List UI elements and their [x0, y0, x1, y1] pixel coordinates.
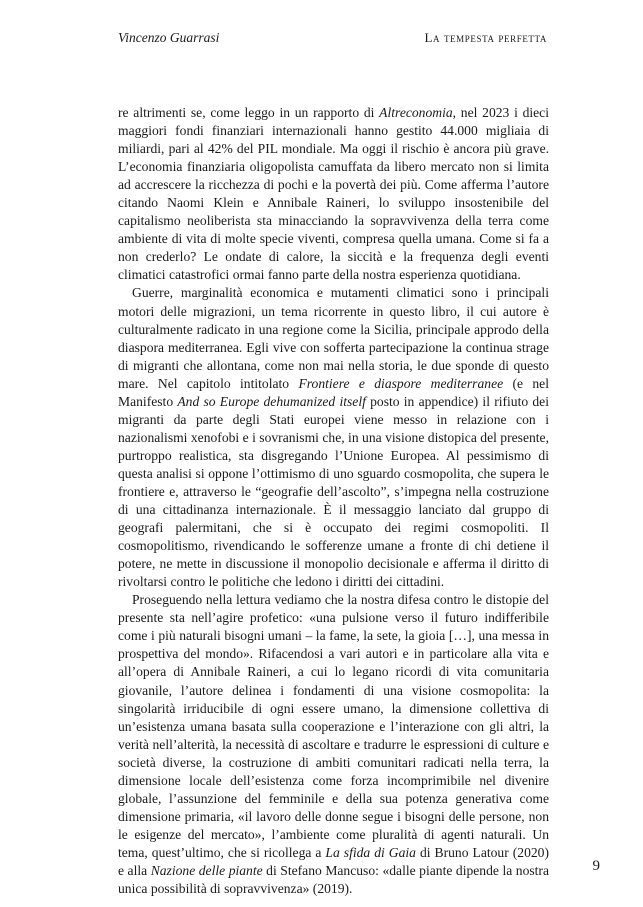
- paragraph-2-run-5: posto in appendice) il rifiuto dei migranti da parte degli Stati europei viene messo in relazione con i nazionalismi xenofobi e i sovranismi che, in una visione distopica del presente, purtroppo realistica, sta disgregando l’Unione Europea. Al pessimismo di questa analisi si oppone l’ottimismo di uno sguardo cosmopolita, che supera le frontiere e, attraverso le “geografie dell’ascolto”, s’impegna nella costruzione di una cittadinanza internazionale. È il messaggio lanciato dal gruppo di geografi palermitani, che si è occupato dei regimi cosmopoliti. Il cosmopolitismo, rivendicando le sofferenze umane a fronte di chi detiene il potere, ne mette in discussione il monopolio decisionale e afferma il diritto di rivoltarsi contro le politiche che ledono i diritti dei cittadini.: [118, 393, 549, 590]
- body-text: [118, 104, 549, 898]
- paragraph-1-run-3: , nel 2023 i dieci maggiori fondi finanziari internazionali hanno gestito 44.000 migliaia di miliardi, pari al 42% del PIL mondiale. Ma oggi il rischio è ancora più grave. L’economia finanziaria oligopolista camuffata da libero mercato non si limita ad accrescere la ricchezza di pochi e la povertà dei più. Come afferma l’autore citando Naomi Klein e Annibale Raineri, lo sviluppo insostenibile del capitalismo neoliberista sta minacciando la sopravvivenza della terra come ambiente di vita di molte specie viventi, compresa quella umana. Come si fa a non crederlo? Le ondate di calore, la siccità e la frequenza degli eventi climatici catastrofici ormai fanno parte della nostra esperienza quotidiana.: [118, 105, 549, 283]
- paragraph-2-run-4: And so Europe dehumanized itself: [177, 393, 366, 409]
- page-number: 9: [592, 858, 600, 874]
- paragraph-3-run-5: di Stefano Mancuso: «dalle piante dipende la nostra unica possibilità di sopravvivenza» (2019).: [118, 862, 549, 897]
- paragraph-3: [118, 591, 549, 898]
- paragraph-3-run-1: Proseguendo nella lettura vediamo che la nostra difesa contro le distopie del presente sta nell’agire profetico: «una pulsione verso il futuro indifferibile come i più naturali bisogni umani – la fame, la sete, la gioia […], una messa in prospettiva del mondo». Rifacendosi a vari autori e in particolare alla vita e all’opera di Annibale Raineri, a cui lo legano ricordi di vita comunitaria giovanile, l’autore delinea i fondamenti di una visione cosmopolita: la singolarità irriducibile di ogni essere umano, la dimensione collettiva di un’esistenza umana basata sulla cooperazione e l’interazione con gli altri, la verità nell’alterità, la necessità di ascoltare e tradurre le espressioni di culture e società diverse, la costruzione di ambiti comunitari radicati nella terra, la dimensione locale dell’esistenza come forza incomprimibile nel divenire globale, l’assunzione del femminile e della sua potenza generativa come dimensione primaria, «il lavoro delle donne segue i bisogni delle persone, non le esigenze del mercato», l’ambiente come pluralità di agenti naturali. Un tema, quest’ultimo, che si ricollega a: [118, 592, 549, 860]
- paragraph-3-run-2: La sfida di Gaia: [325, 844, 416, 860]
- paragraph-1-run-2: Altreconomia: [379, 105, 453, 120]
- paragraph-2: [118, 284, 549, 591]
- header-book-title: La tempesta perfetta: [424, 30, 547, 45]
- paragraph-2-run-2: Frontiere e diaspore mediterranee: [298, 375, 504, 391]
- running-header: [118, 30, 547, 50]
- paragraph-2-run-3: (e nel Manifesto: [118, 375, 549, 409]
- paragraph-3-run-3: di Bruno Latour (2020) e alla: [118, 844, 549, 878]
- header-author: Vincenzo Guarrasi: [118, 30, 220, 45]
- paragraph-1-run-1: re altrimenti se, come leggo in un rapporto di: [118, 105, 380, 120]
- paragraph-2-run-1: Guerre, marginalità economica e mutamenti climatici sono i principali motori delle migrazioni, un tema ricorrente in questo libro, il cui autore è culturalmente radicato in una regione come la Sicilia, principale approdo della diaspora mediterranea. Egli vive con sofferta partecipazione la continua strage di migranti che allontana, come non mai nella storia, le due sponde di questo mare. Nel capitolo intitolato: [118, 285, 549, 391]
- paragraph-1: [118, 104, 549, 284]
- paragraph-3-run-4: Nazione delle piante: [150, 862, 263, 878]
